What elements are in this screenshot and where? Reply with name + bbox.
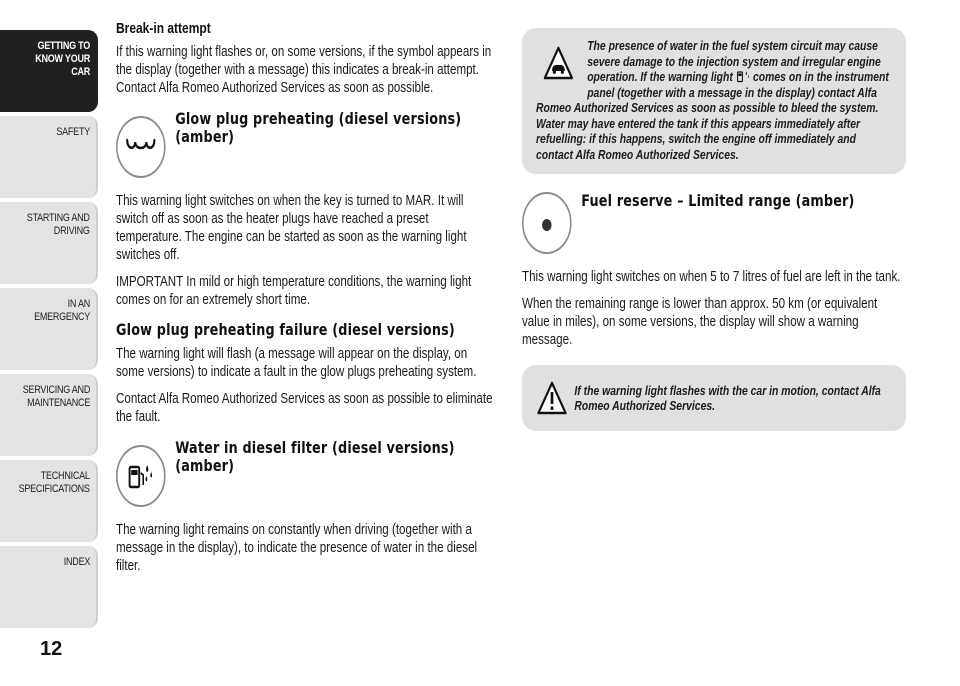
water-note-text-b: comes on in the instrument panel (together with a message in the display) contact Alfa Romeo Authorized Services as soon as possible to bleed the system. Water may have entered the tank if this appears immediately after refuelling: if this happens, switch the engine off immediately and contact Alfa Romeo Authorized Services. (536, 69, 889, 162)
page-number: 12 (40, 638, 63, 660)
chapter-sidebar (0, 0, 100, 640)
fuel-reserve-icon (522, 192, 572, 254)
flashing-warning-note (522, 365, 906, 431)
right-column (522, 28, 906, 431)
water-note-text-a: The presence of water in the fuel system circuit may cause severe damage to the injection system and irregular engine operation. If the warning light (587, 38, 881, 84)
fuel-reserve-title: Fuel reserve – Limited range (amber) (581, 191, 855, 210)
glow-plug-text-2: IMPORTANT In mild or high temperature conditions, the warning light comes on for an extremely short time. (116, 274, 472, 308)
glow-plug-title: Glow plug preheating (diesel versions) (amber) (175, 109, 462, 146)
glow-fail-title: Glow plug preheating failure (diesel versions) (116, 320, 455, 339)
tab-servicing-and-maintenance[interactable]: SERVICING AND MAINTENANCE (0, 374, 98, 456)
warning-triangle-icon (536, 373, 568, 423)
tab-technical-specifications[interactable]: TECHNICAL SPECIFICATIONS (0, 460, 98, 542)
water-in-fuel-inline-icon (736, 70, 750, 83)
water-warning-note (522, 28, 906, 174)
water-filter-header (116, 435, 494, 507)
fuel-reserve-header (522, 192, 906, 254)
tab-in-an-emergency[interactable]: IN AN EMERGENCY (0, 288, 98, 370)
flashing-note-text: If the warning light flashes with the car in motion, contact Alfa Romeo Authorized Services. (574, 382, 881, 413)
breakin-text: If this warning light flashes or, on some versions, if the symbol appears in the display (together with a message) this indicates a break-in attempt. Contact Alfa Romeo Authorized Services as soon as possible. (116, 44, 492, 96)
glow-plug-text-1: This warning light switches on when the key is turned to MAR. It will switch off as soon as the heater plugs have reached a preset temperature. The engine can be started as soon as the warning light switches off. (116, 193, 467, 263)
glow-fail-text-1: The warning light will flash (a message will appear on the display, on some versions) to indicate a fault in the glow plugs preheating system. (116, 346, 477, 380)
tab-starting-and-driving[interactable]: STARTING AND DRIVING (0, 202, 98, 284)
tab-index[interactable]: INDEX (0, 546, 98, 628)
left-column (116, 20, 494, 584)
fuel-reserve-text-1: This warning light switches on when 5 to 7 litres of fuel are left in the tank. (522, 269, 901, 285)
water-filter-title: Water in diesel filter (diesel versions) (amber) (175, 438, 455, 475)
water-in-fuel-icon (116, 445, 166, 507)
breakin-title: Break-in attempt (116, 20, 211, 37)
glow-plug-header (116, 106, 494, 178)
glow-plug-icon (116, 116, 166, 178)
water-filter-text: The warning light remains on constantly when driving (together with a message in the display), to indicate the presence of water in the diesel filter. (116, 522, 478, 574)
glow-fail-text-2: Contact Alfa Romeo Authorized Services as soon as possible to eliminate the fault. (116, 391, 493, 425)
fuel-reserve-text-2: When the remaining range is lower than approx. 50 km (or equivalent value in miles), on some versions, the display will show a warning message. (522, 296, 878, 348)
car-warning-icon (536, 38, 581, 88)
tab-safety[interactable]: SAFETY (0, 116, 98, 198)
tab-getting-to-know-your-car[interactable]: GETTING TO KNOW YOUR CAR (0, 30, 98, 112)
